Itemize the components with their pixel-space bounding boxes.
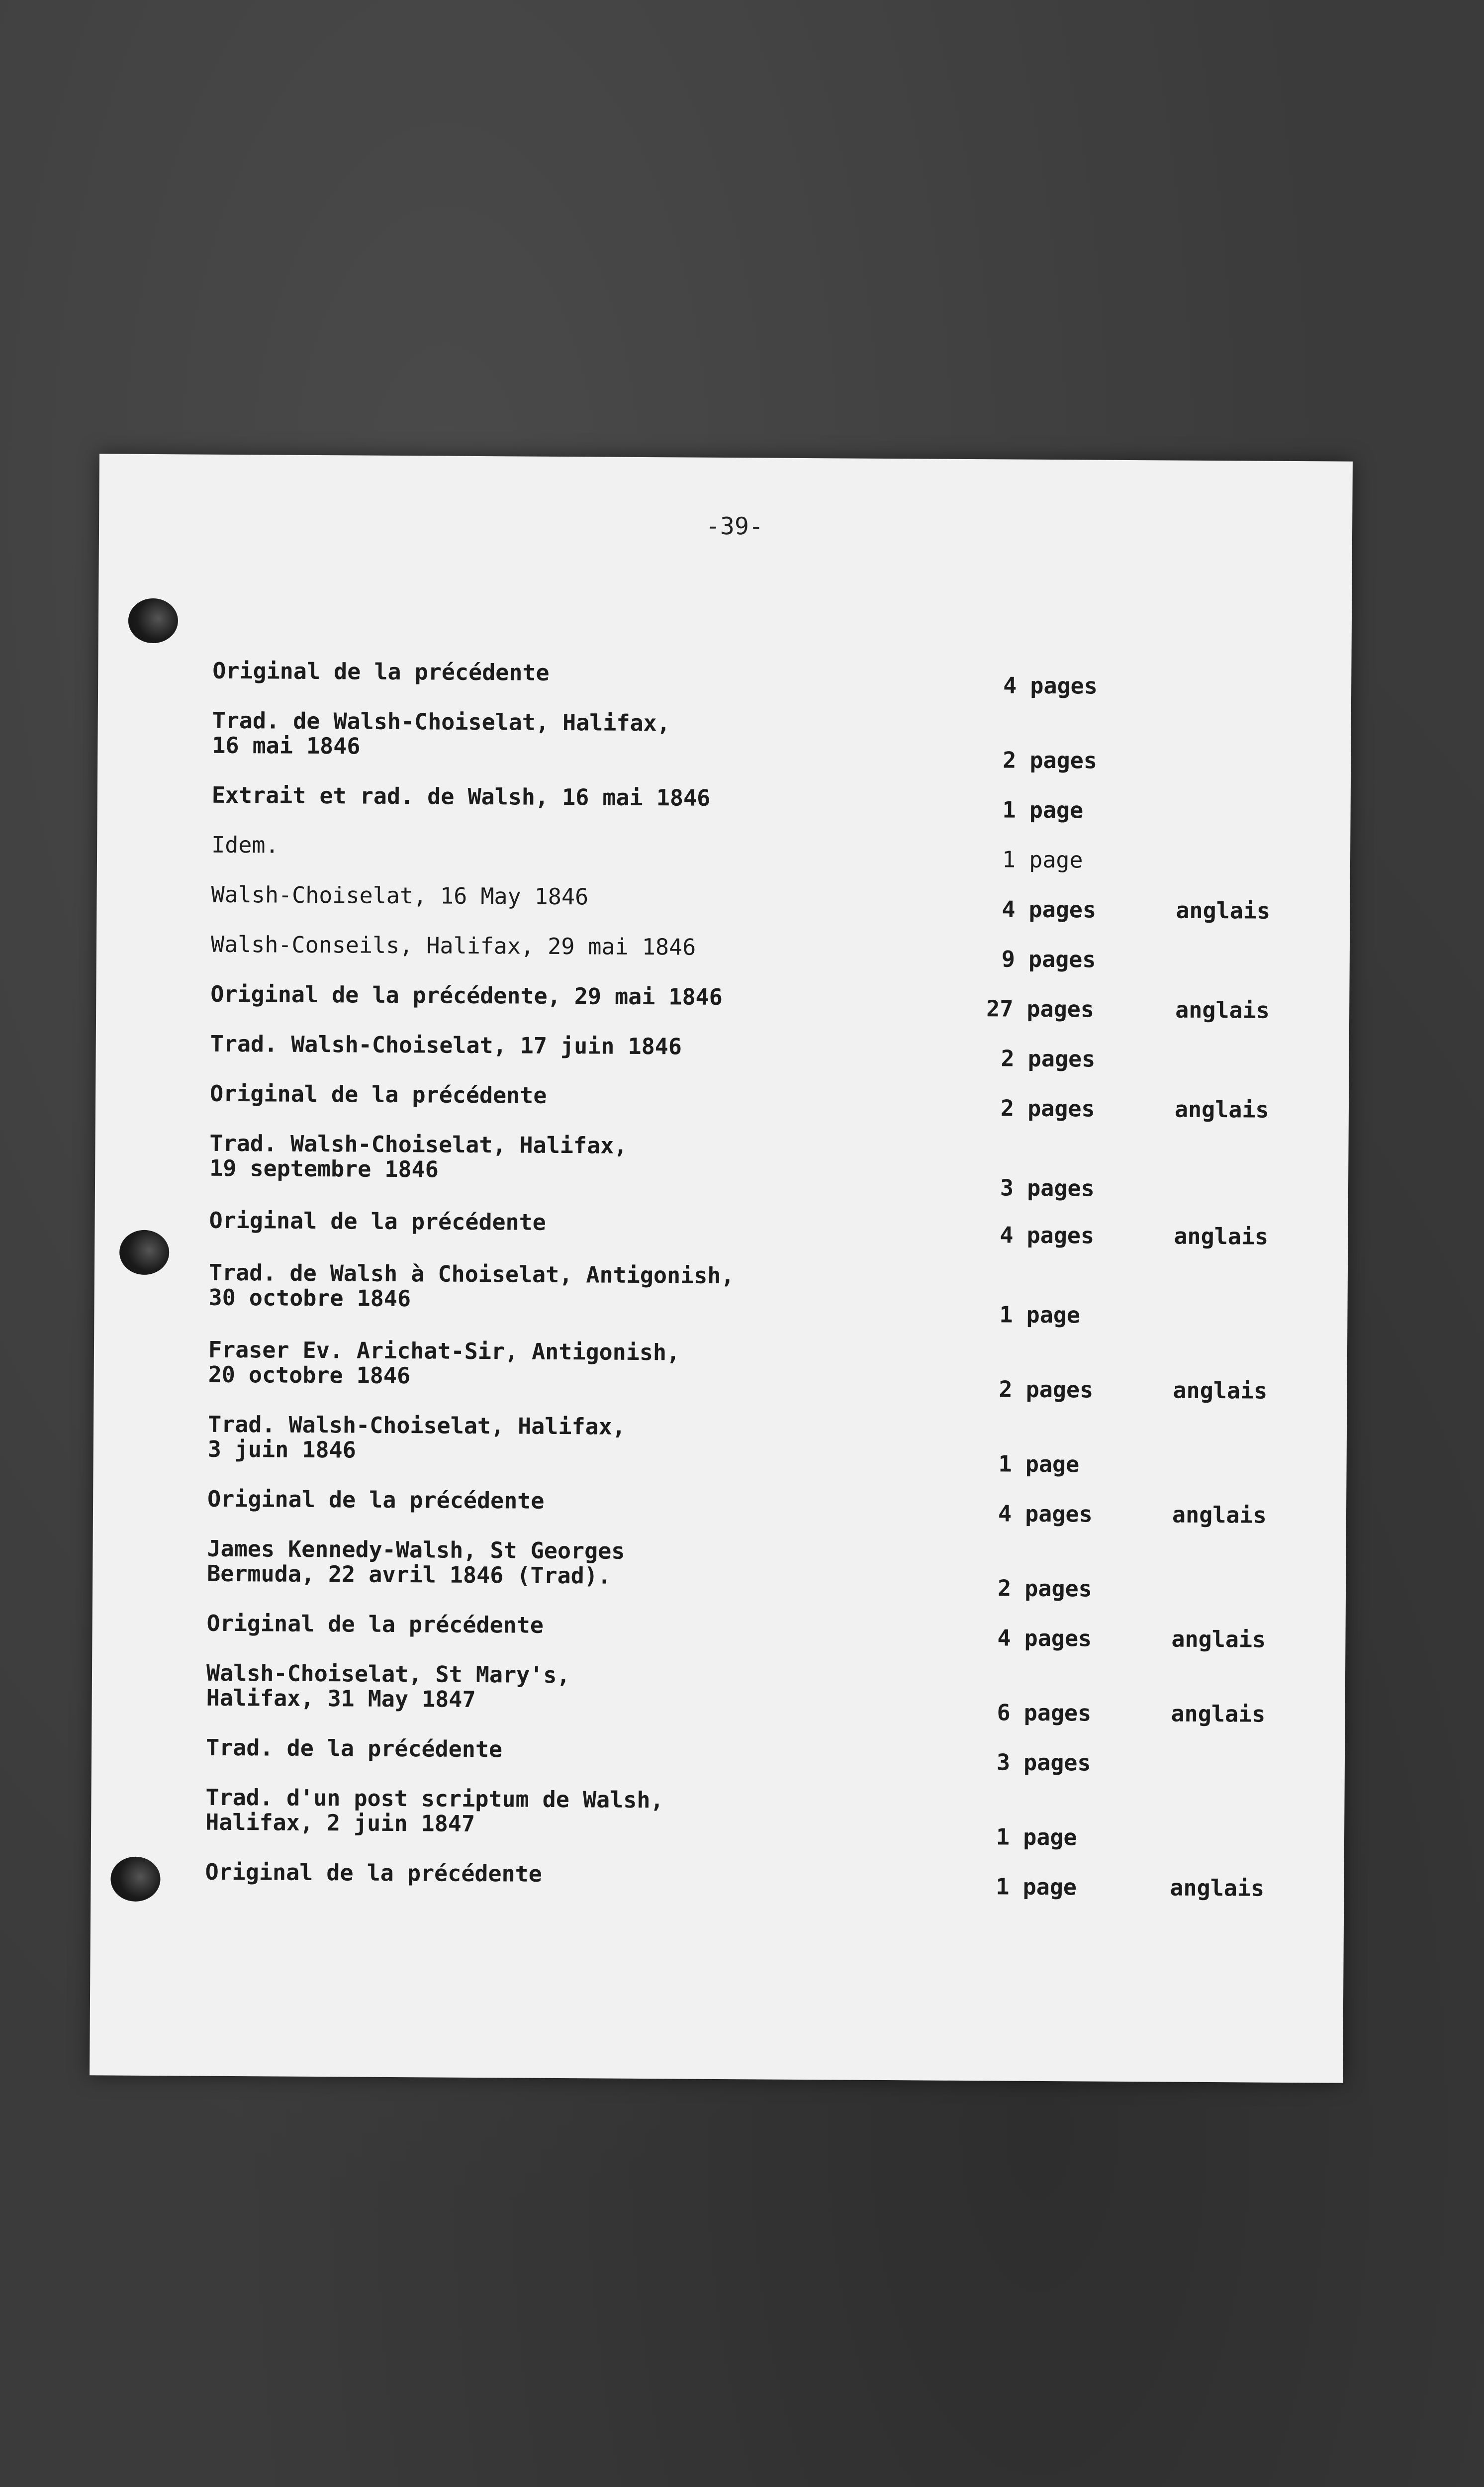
- list-item: [97, 831, 1350, 873]
- list-item: [93, 1610, 1346, 1653]
- entry-language: anglais: [1174, 1096, 1269, 1123]
- entry-language: anglais: [1171, 1626, 1266, 1653]
- entry-pages: 3 pages: [1000, 1174, 1095, 1202]
- entry-pages: 2 pages: [999, 1376, 1094, 1403]
- entry-language: [1177, 665, 1326, 666]
- entry-pages: 4 pages: [997, 1625, 1092, 1652]
- list-item: [98, 657, 1351, 699]
- entry-pages: 27 pages: [986, 995, 1095, 1023]
- entry-pages: 2 pages: [997, 1575, 1092, 1602]
- entry-pages: 3 pages: [996, 1749, 1091, 1776]
- entry-description: Trad. Walsh-Choiselat, Halifax, 19 septembre 1846: [209, 1130, 628, 1183]
- page-number: -39-: [705, 512, 763, 541]
- entry-description: Walsh-Choiselat, 16 May 1846: [211, 881, 589, 910]
- entry-description: Original de la précédente: [207, 1485, 545, 1514]
- entry-language: [1175, 1038, 1324, 1039]
- entry-pages: 1 page: [1002, 846, 1083, 873]
- entry-pages: 2 pages: [1001, 1045, 1096, 1072]
- entry-description: James Kennedy-Walsh, St Georges Bermuda, 22 avril 1846 (Trad).: [207, 1535, 625, 1589]
- entry-language: [1171, 1741, 1320, 1742]
- entry-pages: 1 page: [1002, 796, 1084, 824]
- list-item: [95, 1207, 1348, 1250]
- entry-description: Original de la précédente, 29 mai 1846: [210, 980, 723, 1011]
- list-item: [95, 1130, 1349, 1202]
- list-item: [92, 1784, 1345, 1851]
- list-item: [97, 781, 1351, 824]
- entry-language: anglais: [1172, 1501, 1267, 1529]
- list-item: [93, 1535, 1346, 1602]
- entry-description: Trad. Walsh-Choiselat, 17 juin 1846: [210, 1030, 682, 1060]
- entry-description: Original de la précédente: [209, 1080, 547, 1109]
- entry-pages: 2 pages: [1000, 1095, 1095, 1122]
- entry-description: Fraser Ev. Arichat-Sir, Antigonish, 20 octobre 1846: [208, 1336, 680, 1389]
- entry-pages: 9 pages: [1001, 946, 1096, 973]
- entry-description: Trad. de la précédente: [205, 1734, 503, 1763]
- entry-description: Trad. de Walsh à Choiselat, Antigonish, 30 octobre 1846: [208, 1259, 735, 1312]
- entry-language: [1177, 789, 1326, 790]
- entry-pages: 1 page: [999, 1301, 1081, 1329]
- entry-pages: 2 pages: [1003, 747, 1098, 774]
- list-item: [95, 1080, 1349, 1123]
- list-item: [92, 1659, 1345, 1727]
- entry-description: Original de la précédente: [212, 657, 550, 686]
- entry-language: [1176, 839, 1325, 840]
- entry-language: anglais: [1171, 1700, 1266, 1727]
- entry-pages: 4 pages: [1000, 1222, 1095, 1249]
- list-item: [98, 707, 1351, 774]
- entry-language: anglais: [1170, 1874, 1265, 1902]
- entry-description: Original de la précédente: [205, 1858, 543, 1887]
- entry-description: Original de la précédente: [206, 1610, 544, 1638]
- list-item: [91, 1858, 1344, 1902]
- entry-description: Walsh-Choiselat, St Mary's, Halifax, 31 May 1847: [206, 1659, 570, 1713]
- list-item: [97, 881, 1350, 924]
- entry-description: Trad. de Walsh-Choiselat, Halifax, 16 mai 1846: [212, 707, 670, 760]
- entry-language: anglais: [1173, 1377, 1268, 1404]
- entry-pages: 1 page: [996, 1823, 1077, 1851]
- entry-description: Trad. d'un post scriptum de Walsh, Halifax, 2 juin 1847: [205, 1784, 664, 1837]
- list-item: [96, 1030, 1349, 1072]
- entry-pages: 4 pages: [1002, 896, 1097, 923]
- entry-description: Idem.: [211, 831, 279, 859]
- document-page: [90, 454, 1353, 2083]
- entry-description: Walsh-Conseils, Halifax, 29 mai 1846: [210, 931, 696, 960]
- entry-list: [90, 454, 1353, 2083]
- list-item: [93, 1485, 1346, 1529]
- entry-description: Extrait et rad. de Walsh, 16 mai 1846: [211, 781, 711, 811]
- list-item: [94, 1336, 1347, 1404]
- entry-pages: 1 page: [998, 1450, 1080, 1478]
- entry-language: [1176, 938, 1325, 939]
- entry-language: [1174, 1266, 1323, 1267]
- list-item: [96, 980, 1350, 1024]
- entry-language: [1173, 1418, 1322, 1419]
- entry-language: [1175, 1137, 1324, 1138]
- entry-description: Original de la précédente: [209, 1207, 547, 1236]
- entry-language: anglais: [1176, 897, 1271, 924]
- entry-language: [1172, 1542, 1321, 1543]
- entry-pages: 1 page: [996, 1873, 1077, 1901]
- entry-language: [1171, 1791, 1320, 1792]
- entry-pages: 6 pages: [997, 1699, 1092, 1726]
- list-item: [94, 1259, 1348, 1329]
- list-item: [92, 1734, 1345, 1776]
- entry-language: [1177, 714, 1326, 715]
- entry-language: anglais: [1175, 996, 1270, 1024]
- list-item: [93, 1411, 1347, 1478]
- entry-pages: 4 pages: [1003, 672, 1098, 699]
- entry-language: anglais: [1174, 1223, 1269, 1250]
- list-item: [96, 931, 1350, 973]
- entry-description: Trad. Walsh-Choiselat, Halifax, 3 juin 1846: [207, 1411, 626, 1463]
- entry-pages: 4 pages: [998, 1500, 1093, 1528]
